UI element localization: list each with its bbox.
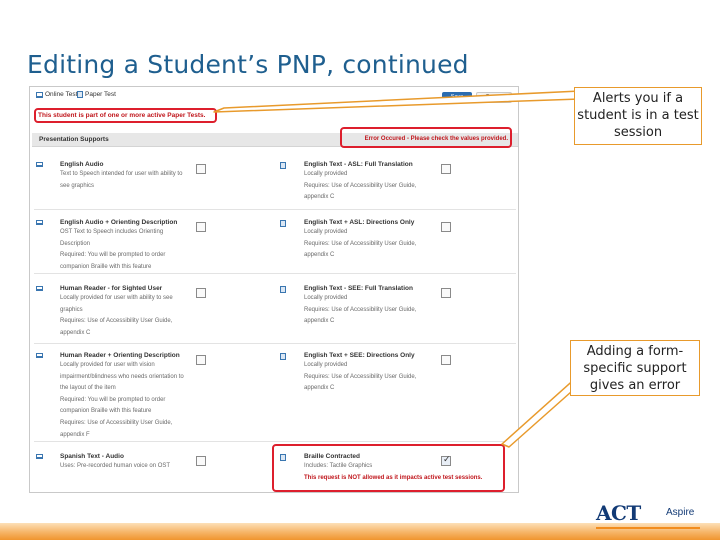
support-description: Locally provided: [304, 229, 348, 235]
active-paper-test-alert: This student is part of one or more active Paper Tests.: [38, 112, 206, 119]
support-description: Locally provided for user with ability to see: [60, 295, 173, 301]
callout-test-session: Alerts you if a student is in a test session: [574, 87, 702, 145]
footer-gradient-bar: [0, 523, 720, 540]
support-description: Requires: Use of Accessibility User Guide,: [60, 420, 173, 426]
support-description: Locally provided: [304, 362, 348, 368]
support-description: Requires: Use of Accessibility User Guide,: [304, 240, 417, 247]
support-description: Locally provided: [304, 295, 348, 301]
support-description: Locally provided: [304, 171, 348, 177]
logo-product: Aspire: [666, 507, 695, 518]
error-message: Error Occured - Please check the values provided.: [364, 136, 508, 142]
support-description: OST Text to Speech includes Orienting: [60, 229, 164, 235]
support-description: Uses: Pre-recorded human voice on OST: [60, 463, 171, 469]
act-aspire-logo: [596, 501, 706, 525]
support-description: Requires: Use of Accessibility User Guide,: [304, 373, 417, 380]
bottom-callout-pointer: [502, 376, 580, 447]
support-description: companion Braille with this feature: [60, 263, 152, 270]
support-description: appendix C: [304, 385, 335, 392]
logo-brand: ACT: [596, 501, 641, 525]
support-description: impairment/blindness who needs orientation to: [60, 373, 184, 380]
support-description: graphics: [60, 306, 83, 313]
support-description: Required: You will be prompted to order: [60, 252, 166, 259]
support-name: English Text + SEE: Directions Only: [304, 352, 415, 359]
logo-underline: [596, 527, 700, 529]
support-name: Braille Contracted: [304, 453, 360, 460]
support-name: English Text - ASL: Full Translation: [304, 161, 413, 168]
support-name: Human Reader - for Sighted User: [60, 285, 163, 292]
support-description: appendix C: [304, 194, 335, 201]
support-description: Requires: Use of Accessibility User Guide,: [304, 182, 417, 189]
support-description: see graphics: [60, 182, 95, 189]
support-description: Description: [60, 240, 91, 247]
support-description: Locally provided for user with vision: [60, 362, 155, 368]
support-name: Spanish Text - Audio: [60, 453, 124, 460]
support-description: Includes: Tactile Graphics: [304, 463, 373, 469]
section-title: Presentation Supports: [39, 136, 109, 143]
support-name: English Text + ASL: Directions Only: [304, 219, 415, 226]
support-description: appendix C: [60, 329, 91, 336]
support-description: Requires: Use of Accessibility User Guide,: [60, 318, 173, 325]
support-description: Required: You will be prompted to order: [60, 396, 166, 403]
support-description: appendix F: [60, 431, 90, 438]
tab-label: Paper Test: [85, 91, 116, 98]
support-name: English Audio: [60, 161, 104, 168]
support-description: appendix C: [304, 318, 335, 325]
support-name: English Audio + Orienting Description: [60, 219, 178, 226]
callout-form-specific-error: Adding a form-specific support gives an error: [570, 340, 700, 396]
support-description: the layout of the item: [60, 385, 116, 392]
support-description: Text to Speech intended for user with ability to: [60, 171, 183, 177]
support-description: companion Braille with this feature: [60, 408, 152, 415]
tab-label: Online Test: [45, 91, 78, 98]
support-name: English Text - SEE: Full Translation: [304, 285, 413, 292]
top-callout-pointer: [214, 91, 580, 112]
support-name: Human Reader + Orienting Description: [60, 352, 180, 359]
slide-title: Editing a Student’s PNP, continued: [27, 50, 469, 79]
support-error-note: This request is NOT allowed as it impacts active test sessions.: [304, 474, 483, 481]
support-description: appendix C: [304, 252, 335, 259]
support-description: Requires: Use of Accessibility User Guide,: [304, 306, 417, 313]
